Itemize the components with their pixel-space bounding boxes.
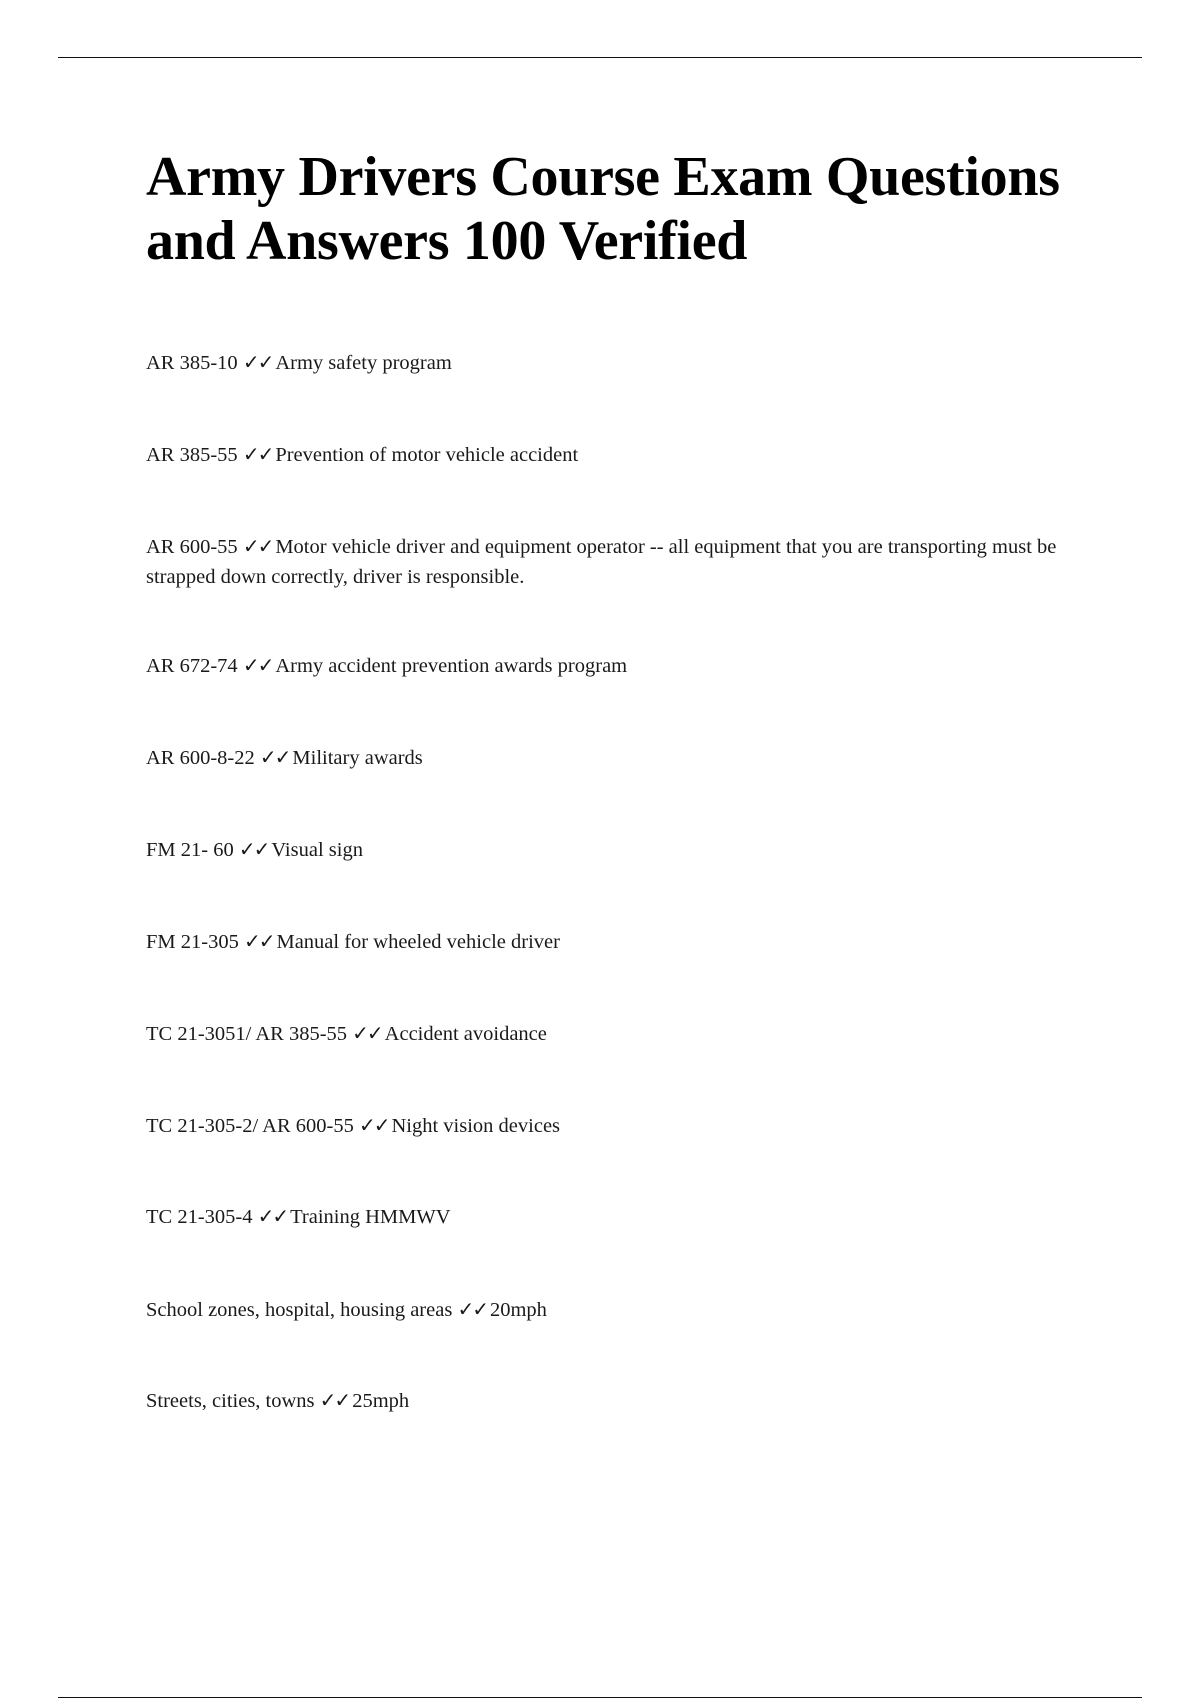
answer-text: Manual for wheeled vehicle driver — [276, 931, 560, 953]
qa-entry — [146, 834, 1086, 865]
double-check-icon: ✓✓ — [242, 534, 273, 558]
double-check-icon: ✓✓ — [243, 929, 274, 953]
question-text: School zones, hospital, housing areas — [146, 1299, 453, 1321]
question-text: TC 21-305-2/ AR 600-55 — [146, 1115, 354, 1137]
answer-text: Night vision devices — [391, 1115, 561, 1137]
question-text: AR 600-8-22 — [146, 747, 255, 769]
bottom-rule — [58, 1697, 1142, 1698]
question-text: TC 21-305-4 — [146, 1206, 253, 1228]
double-check-icon: ✓✓ — [242, 653, 273, 677]
qa-entry — [146, 1294, 1086, 1325]
document-title: Army Drivers Course Exam Questions and Answers 100 Verified — [146, 146, 1060, 272]
qa-entry — [146, 347, 1086, 378]
qa-entry — [146, 742, 1086, 773]
double-check-icon: ✓✓ — [457, 1297, 487, 1321]
qa-entry — [146, 1385, 1086, 1416]
qa-entry — [146, 926, 1086, 957]
top-rule — [58, 57, 1142, 58]
double-check-icon: ✓✓ — [257, 1204, 288, 1228]
question-text: TC 21-3051/ AR 385-55 — [146, 1023, 348, 1045]
answer-text: 25mph — [352, 1390, 410, 1412]
answer-text: Prevention of motor vehicle accident — [275, 444, 579, 466]
answer-text: Motor vehicle driver and equipment operator -- all equipment that you are transporting must be strapped down correctly, driver is responsible. — [146, 536, 1057, 588]
question-text: AR 385-55 — [146, 444, 238, 466]
qa-entry — [146, 439, 1086, 470]
answer-text: Army safety program — [275, 352, 452, 374]
qa-entry — [146, 650, 1086, 681]
answer-text: 20mph — [489, 1299, 547, 1321]
question-text: FM 21- 60 — [146, 839, 234, 861]
qa-entry — [146, 1201, 1086, 1232]
question-text: Streets, cities, towns — [146, 1390, 315, 1412]
question-text: FM 21-305 — [146, 931, 239, 953]
answer-text: Visual sign — [271, 839, 363, 861]
double-check-icon: ✓✓ — [242, 350, 273, 374]
double-check-icon: ✓✓ — [352, 1021, 382, 1045]
double-check-icon: ✓✓ — [259, 745, 290, 769]
answer-text: Training HMMWV — [290, 1206, 451, 1228]
answer-text: Accident avoidance — [384, 1023, 547, 1045]
double-check-icon: ✓✓ — [358, 1113, 389, 1137]
qa-entry — [146, 1110, 1086, 1141]
double-check-icon: ✓✓ — [242, 442, 273, 466]
question-text: AR 600-55 — [146, 536, 238, 558]
double-check-icon: ✓✓ — [238, 837, 269, 861]
qa-entry — [146, 531, 1086, 592]
question-text: AR 385-10 — [146, 352, 238, 374]
question-text: AR 672-74 — [146, 655, 238, 677]
qa-entry — [146, 1018, 1086, 1049]
answer-text: Army accident prevention awards program — [275, 655, 628, 677]
double-check-icon: ✓✓ — [319, 1388, 350, 1412]
answer-text: Military awards — [292, 747, 423, 769]
